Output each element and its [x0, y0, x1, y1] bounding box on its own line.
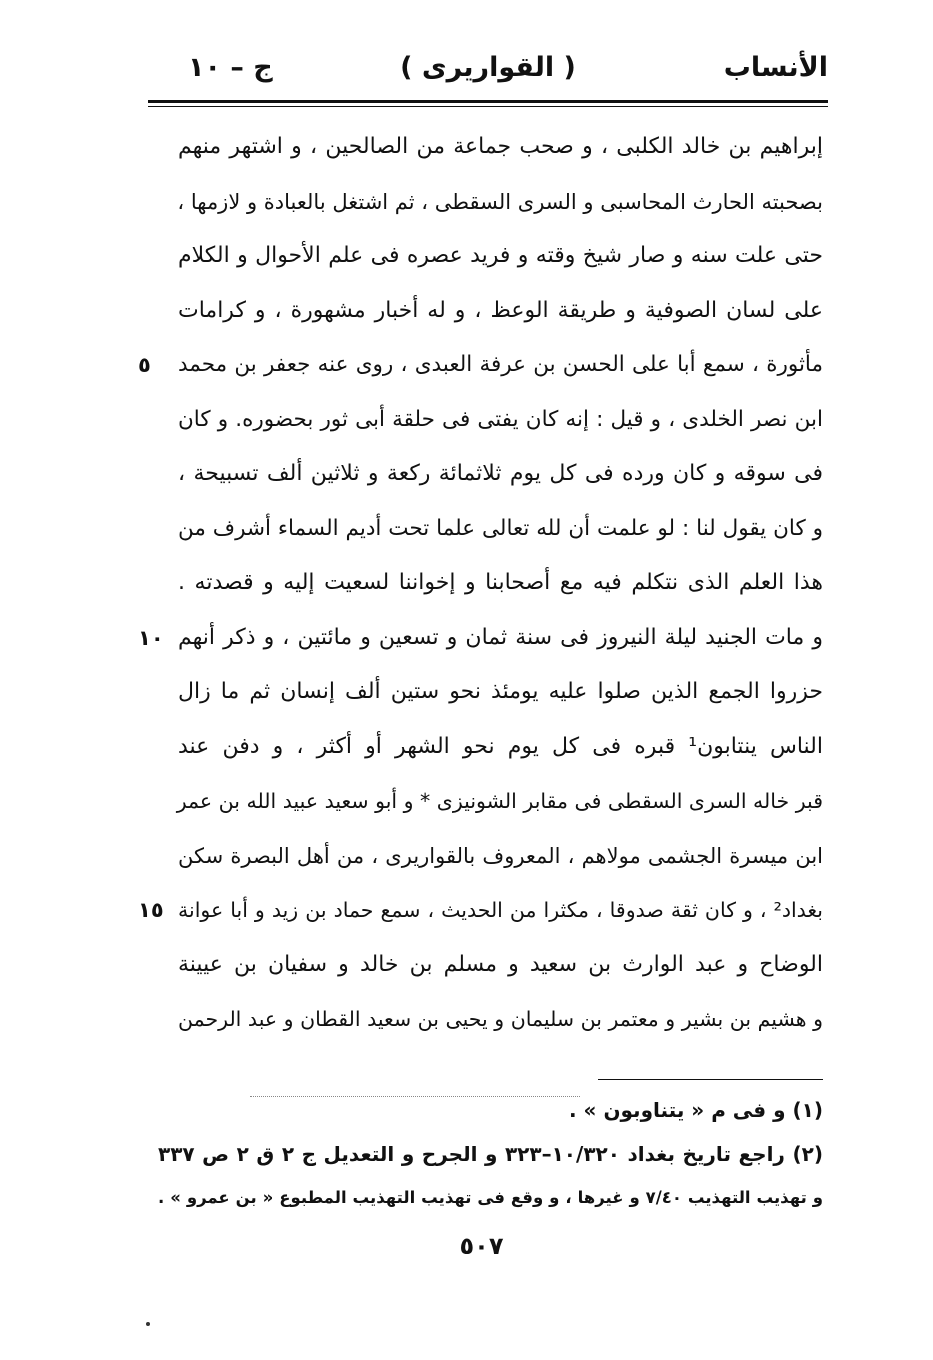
text-line — [178, 229, 823, 284]
header-rule-thick — [148, 100, 828, 103]
line-text: ابن ميسرة الجشمى مولاهم ، المعروف بالقواريرى ، من أهل البصرة سكن — [178, 843, 823, 868]
line-text: بغداد² ، و كان ثقة صدوقا ، مكثرا من الحديث ، سمع حماد بن زيد و أبا عوانة — [178, 898, 823, 922]
text-line — [178, 175, 823, 230]
running-header — [148, 52, 828, 96]
line-text: هذا العلم الذى نتكلم فيه مع أصحابنا و إخواننا لسعيت إليه و قصدته . — [178, 570, 823, 595]
line-text: فى سوقه و كان ورده فى كل يوم ثلاثمائة ركعة و ثلاثين ألف تسبيحة ، — [178, 461, 823, 486]
print-speck — [146, 1322, 150, 1326]
line-text: على لسان الصوفية و طريقة الوعظ ، و له أخبار مشهورة ، و كرامات — [178, 297, 823, 323]
header-section-title: الأنساب — [723, 52, 828, 83]
line-text: و هشيم بن بشير و معتمر بن سليمان و يحيى بن سعيد القطان و عبد الرحمن — [178, 1007, 823, 1031]
footnotes — [158, 1088, 823, 1220]
text-line — [138, 611, 823, 666]
main-text — [138, 120, 823, 1047]
text-line — [178, 284, 823, 339]
text-line — [178, 556, 823, 611]
line-text: بصحبته الحارث المحاسبى و السرى السقطى ، ثم اشتغل بالعبادة و لازمها ، — [177, 189, 823, 214]
header-volume-number: ج – ١٠ — [188, 52, 273, 83]
header-entry-title: ( القواريرى ) — [400, 52, 576, 83]
text-line — [178, 447, 823, 502]
line-text: و كان يقول لنا : لو علمت أن لله تعالى علما تحت أديم السماء أشرف من — [178, 515, 823, 541]
line-text: مأثورة ، سمع أبا على الحسن بن عرفة العبدى ، روى عنه جعفر بن محمد — [178, 352, 823, 377]
line-text: ابن نصر الخلدى ، و قيل : إنه كان يفتى فى حلقة أبى ثور بحضوره. و كان — [178, 406, 823, 432]
line-number: ١٥ — [138, 898, 164, 922]
footnote-2: (٢) راجع تاريخ بغداد ١٠/٣٢٠–٣٢٣ و الجرح و التعديل ج ٢ ق ٢ ص ٣٣٧ — [158, 1142, 823, 1166]
line-text: حزروا الجمع الذين صلوا عليه يومئذ نحو ستين ألف إنسان ثم ما زال — [178, 679, 823, 704]
text-line — [178, 720, 823, 775]
text-line — [178, 502, 823, 557]
line-text: إبراهيم بن خالد الكلبى ، و صحب جماعة من الصالحين ، و اشتهر منهم — [178, 134, 823, 159]
line-text: قبر خاله السرى السقطى فى مقابر الشونيزى * و أبو سعيد عبيد الله بن عمر — [176, 789, 823, 813]
text-line — [178, 992, 823, 1047]
text-line — [138, 338, 823, 393]
line-text: و مات الجنيد ليلة النيروز فى سنة ثمان و تسعين و مائتين ، و ذكر أنهم — [178, 624, 823, 650]
line-text: الناس ينتابون¹ قبره فى كل يوم نحو الشهر أو أكثر ، و دفن عند — [178, 733, 823, 759]
footnote-rule — [598, 1079, 823, 1080]
text-line — [178, 829, 823, 884]
text-line — [178, 938, 823, 993]
line-number: ١٠ — [138, 625, 164, 650]
footnote-1: (١) و فى م « يتناوبون » . — [569, 1098, 823, 1122]
line-text: حتى علت سنه و صار شيخ وقته و فريد عصره فى علم الأحوال و الكلام — [178, 243, 823, 268]
page-number: ٥٠٧ — [459, 1232, 504, 1260]
text-line — [178, 120, 823, 175]
line-number: ٥ — [138, 353, 151, 377]
text-line — [138, 883, 823, 938]
text-line — [178, 393, 823, 448]
text-line — [178, 774, 823, 829]
header-rule-thin — [148, 106, 828, 107]
footnote-2-continued: و تهذيب التهذيب ٧/٤٠ و غيرها ، و وقع فى تهذيب التهذيب المطبوع « بن عمرو » . — [158, 1188, 823, 1207]
text-line — [178, 665, 823, 720]
line-text: الوضاح و عبد الوارث بن سعيد و مسلم بن خالد و سفيان بن عيينة — [178, 951, 823, 977]
